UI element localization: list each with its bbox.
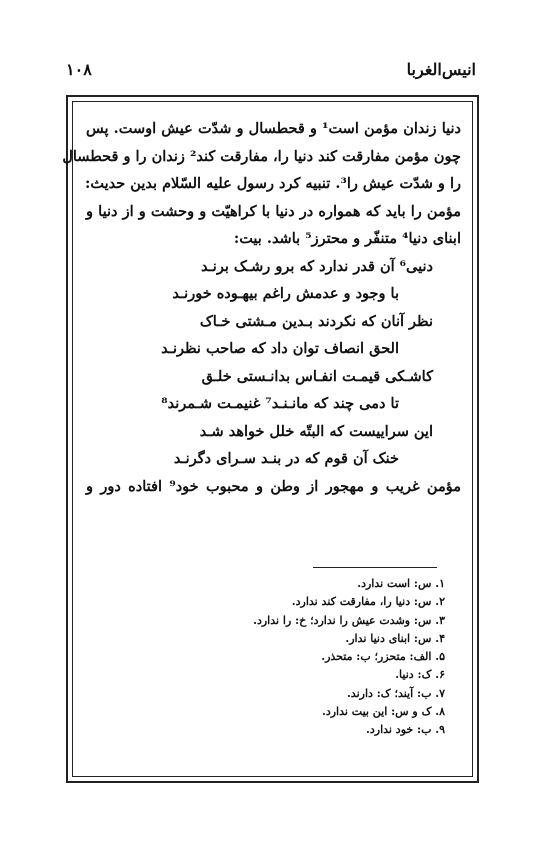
verse-line: با وجود و عدمش راغم بیهـوده خورنـد bbox=[172, 285, 399, 302]
verse-line: الحق انصاف توان داد که صاحب نظرنـد bbox=[161, 340, 399, 357]
footnote: ۶. ک: دنیا. bbox=[395, 668, 445, 682]
prose-line: چون مؤمن مفارقت کند دنیا را، مفارقت کند² زندان را و قحطسال bbox=[62, 147, 461, 165]
page-header bbox=[66, 60, 476, 86]
footnote: ۵. الف: متحزر؛ ب: متحذر. bbox=[321, 650, 445, 664]
prose-line: مؤمن را باید که همواره در دنیا با کراهیّت و وحشت و از دنیا و bbox=[86, 202, 461, 220]
prose-line: ابنای دنیا⁴ متنفّر و محترز⁵ باشد. بیت: bbox=[233, 230, 461, 247]
footnotes bbox=[253, 575, 445, 740]
footnote: ۱. س: است ندارد. bbox=[357, 577, 445, 590]
closing-line: مؤمن غریب و مهجور از وطن و محبوب خود⁹ افتاده دور و bbox=[86, 477, 461, 495]
verse-line: نظر آنان که نکردند بـدین مـشتی خـاک bbox=[199, 312, 433, 330]
footnote-divider bbox=[313, 567, 437, 568]
footnote: ۳. س: وشدت عیش را ندارد؛ خ: را ندارد. bbox=[253, 613, 445, 627]
verse-line: تا دمی چند که مانـنـد⁷ غنیمـت شـمرند⁸ bbox=[161, 395, 399, 412]
body-text bbox=[62, 115, 461, 500]
book-title: انیس‌الغربا bbox=[406, 60, 476, 79]
verse-line: خنک آن قوم که در بنـد سـرای دگرنـد bbox=[173, 450, 399, 467]
verse-line: دنیی⁶ آن قدر ندارد که برو رشـک برنـد bbox=[200, 257, 433, 275]
footnote: ۲. س: دنیا را، مفارقت کند ندارد. bbox=[291, 595, 445, 609]
page-number: ۱۰۸ bbox=[66, 60, 92, 79]
prose-line: دنیا زندان مؤمن است¹ و قحطسال و شدّت عیش اوست. پس bbox=[86, 120, 461, 137]
footnote: ۹. ب: خود ندارد. bbox=[366, 723, 445, 737]
verse-line: کاشـکی قیمـت انفـاس بدانـستی خلـق bbox=[201, 367, 433, 385]
footnote: ۸. ک و س: این بیت ندارد. bbox=[322, 705, 445, 719]
footnote: ۷. ب: آیند؛ ک: دارند. bbox=[346, 686, 445, 700]
verse-line: این سراییست که البتّه خلل خواهد شـد bbox=[199, 422, 433, 440]
footnote: ۴. س: ابنای دنیا ندار. bbox=[345, 631, 445, 645]
page-frame bbox=[62, 95, 479, 783]
prose-line: را و شدّت عیش را³. تنبیه کرد رسول علیه السّلام بدین حدیث: bbox=[85, 175, 461, 192]
